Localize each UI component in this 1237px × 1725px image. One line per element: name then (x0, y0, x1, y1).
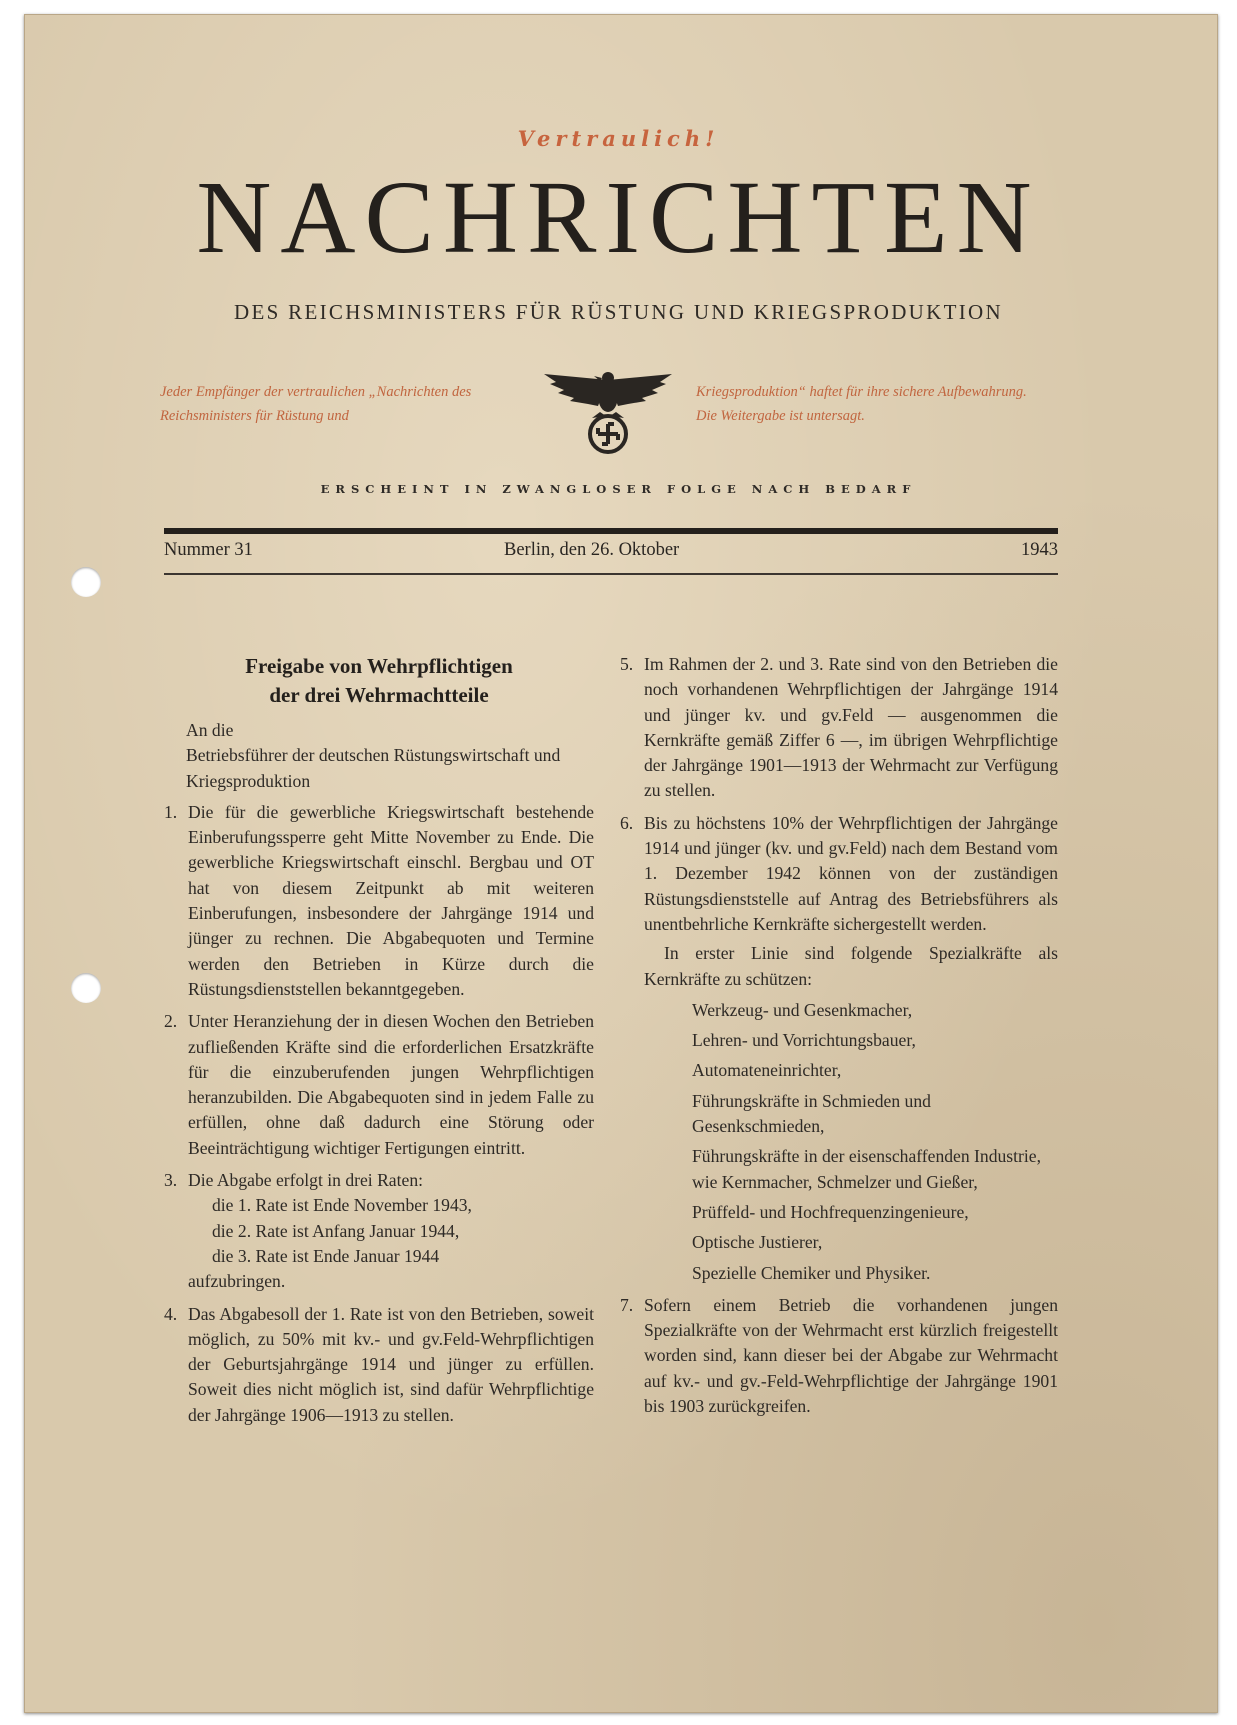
item-number: 3. (164, 1170, 178, 1191)
specialist-item: Optische Justierer, (692, 1232, 823, 1253)
item-number: 4. (164, 1303, 178, 1324)
punch-hole-bottom (71, 973, 101, 1003)
item-text: Das Abgabesoll der 1. Rate ist von den Betrieben, soweit möglich, zu 50% mit kv.- und gv.Feld-Wehrpflichtigen der Geburtsjahrgänge 1914 und jünger zu erfüllen. Soweit dies nicht möglich ist, sind dafür Wehrpflichtige der Jahrgänge 1906—1913 zu stellen. (188, 1303, 594, 1425)
item-3 (164, 1168, 594, 1294)
specialist-item: Lehren- und Vorrichtungsbauer, (692, 1030, 916, 1051)
specialist-item: Werkzeug- und Gesenkmacher, (692, 999, 913, 1020)
item-number: 2. (164, 1011, 178, 1032)
item-text: Die für die gewerbliche Kriegswirtschaft bestehende Einberufungssperre geht Mitte November zu Ende. Die gewerbliche Kriegswirtschaft einschl. Bergbau und OT hat von diesem Zeitpunkt ab mit weiteren Einberufungen, insbesondere der Jahrgänge 1914 und jünger zu rechnen. Die Abgabequoten und Termine werden den Betrieben in Kürze durch die Rüstungsdienststellen bekanntgegeben. (188, 801, 594, 999)
item-7 (620, 1293, 1058, 1419)
header-rule-thick (164, 528, 1058, 534)
item-2 (164, 1009, 594, 1161)
specialist-item: Führungskräfte in Schmieden und Gesenkschmieden, (692, 1090, 931, 1137)
issue-place-date: Berlin, den 26. Oktober (504, 540, 680, 560)
notice-right: Kriegsproduktion“ haftet für ihre sichere Aufbewahrung. Die Weitergabe ist untersagt. (696, 384, 1027, 424)
rate-1: die 1. Rate ist Ende November 1943, (212, 1195, 472, 1216)
item-number: 7. (620, 1294, 634, 1315)
item-number: 1. (164, 801, 178, 822)
publication-frequency: ERSCHEINT IN ZWANGLOSER FOLGE NACH BEDARF (320, 482, 917, 496)
item-number: 5. (620, 654, 634, 674)
item-1 (164, 800, 594, 1002)
masthead-subtitle: DES REICHSMINISTERS FÜR RÜSTUNG UND KRIEGSPRODUKTION (234, 300, 1003, 324)
specialist-item: Spezielle Chemiker und Physiker. (692, 1262, 931, 1283)
item-number: 6. (620, 812, 634, 833)
address-recipient: Betriebsführer der deutschen Rüstungswirtschaft und Kriegsproduktion (186, 745, 561, 791)
article-title-line2: der drei Wehrmachtteile (269, 683, 489, 707)
item-text: Bis zu höchstens 10% der Wehrpflichtigen der Jahrgänge 1914 und jünger (kv. und gv.Feld) nach dem Bestand vom 1. Dezember 1942 können von der zuständigen Rüstungsdienststelle auf Antrag des Betriebsführers als unentbehrliche Kernkräfte sichergestellt werden. (644, 812, 1058, 934)
issue-number: Nummer 31 (164, 540, 253, 560)
confidential-stamp: Vertraulich! (517, 126, 720, 151)
article-title (164, 652, 594, 710)
item-text: Im Rahmen der 2. und 3. Rate sind von den Betrieben die noch vorhandenen Wehrpflichtigen der Jahrgänge 1914 und jünger kv. und gv.Feld — ausgenommen die Kernkräfte gemäß Ziffer 6 —, im übrigen Wehrpflichtige der Jahrgänge 1901—1913 der Wehrmacht zur Verfügung zu stellen. (644, 654, 1058, 801)
notice-left: Jeder Empfänger der vertraulichen „Nachrichten des Reichsministers für Rüstung und (160, 384, 472, 424)
specialist-item: Prüffeld- und Hochfrequenzingenieure, (692, 1201, 969, 1222)
item-text: Unter Heranziehung der in diesen Wochen den Betrieben zufließenden Kräfte sind die erforderlichen Ersatzkräfte für die einzuberufenden jungen Wehrpflichtigen heranzubilden. Die Abgabequoten sind in jedem Falle zu erfüllen, ohne daß dadurch eine Störung oder Beeinträchtigung wichtiger Fertigungen eintritt. (188, 1011, 594, 1158)
item-5 (620, 652, 1058, 804)
specialist-item: Automateneinrichter, (692, 1060, 842, 1081)
column-left (164, 652, 594, 1435)
header-rule-thin (164, 573, 1058, 575)
rate-3: die 3. Rate ist Ende Januar 1944 (212, 1245, 440, 1266)
eagle-emblem-icon (536, 362, 680, 462)
article-title-line1: Freigabe von Wehrpflichtigen (245, 654, 513, 678)
address-salutation: An die (186, 720, 234, 740)
item-6 (620, 811, 1058, 1286)
specialist-item: Führungskräfte in der eisenschaffenden Industrie, wie Kernmacher, Schmelzer und Gießer, (692, 1146, 1041, 1192)
rate-2: die 2. Rate ist Anfang Januar 1944, (212, 1220, 460, 1241)
masthead-title: NACHRICHTEN (196, 160, 1041, 275)
column-right (620, 652, 1058, 1426)
item-text: Sofern einem Betrieb die vorhandenen jungen Spezialkräfte von der Wehrmacht erst kürzlich freigestellt worden sind, kann dieser bei der Abgabe zur Wehrmacht auf kv.- und gv.-Feld-Wehrpflichtige der Jahrgänge 1901 bis 1903 zurückgreifen. (644, 1294, 1058, 1417)
specialists-intro: In erster Linie sind folgende Spezialkräfte als Kernkräfte zu schützen: (644, 943, 1058, 989)
punch-hole-top (71, 567, 101, 597)
item-text: Die Abgabe erfolgt in drei Raten: (188, 1170, 423, 1191)
issue-year: 1943 (1021, 540, 1058, 560)
rates-closing: aufzubringen. (188, 1271, 286, 1292)
item-4 (164, 1302, 594, 1428)
